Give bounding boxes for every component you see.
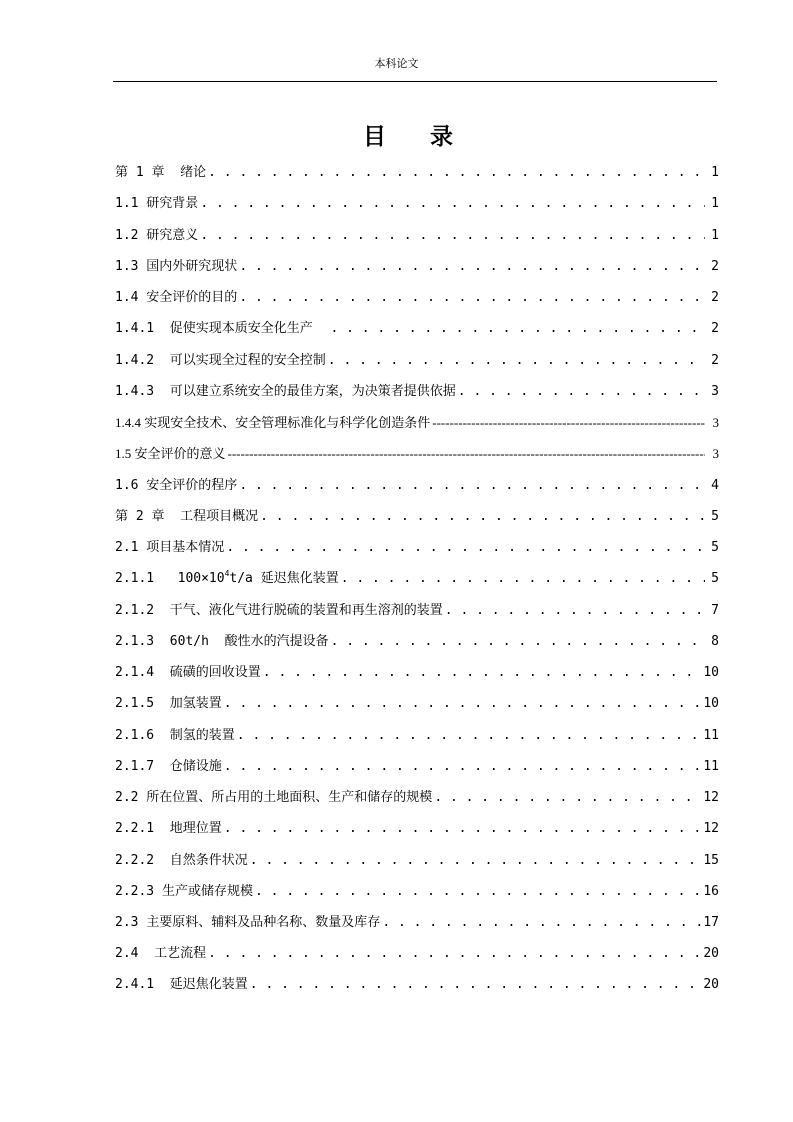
toc-entry-page: 2 <box>711 353 719 368</box>
dot-leader <box>432 789 703 807</box>
dot-leader <box>258 508 705 526</box>
toc-entry[interactable] <box>115 633 719 651</box>
toc-entry-page: 20 <box>703 977 719 992</box>
toc-entry-label: 2.4 工艺流程 <box>115 946 207 961</box>
dash-leader <box>430 414 705 432</box>
dash-leader <box>226 445 705 463</box>
toc-entry-label: 1.1 研究背景 <box>115 196 199 211</box>
dot-leader <box>261 664 704 682</box>
toc-entry[interactable] <box>115 508 719 526</box>
toc-entry[interactable] <box>115 258 719 276</box>
toc-title: 目 录 <box>362 123 471 150</box>
toc-entry-page: 3 <box>712 415 719 430</box>
toc-entry-label: 1.4.3 可以建立系统安全的最佳方案，为决策者提供依据 <box>115 384 456 399</box>
toc-entry[interactable] <box>115 914 719 932</box>
dot-leader <box>235 727 704 745</box>
dot-leader <box>222 758 704 776</box>
toc-entry[interactable] <box>115 758 719 776</box>
toc-entry-label: 1.4.2 可以实现全过程的安全控制 <box>115 353 326 368</box>
toc-entry-label: 2.2 所在位置、所占用的土地面积、生产和储存的规模 <box>115 790 433 805</box>
toc-entry[interactable] <box>115 664 719 682</box>
toc-entry-label: 1.2 研究意义 <box>115 228 199 243</box>
toc-entry-page: 12 <box>703 821 719 836</box>
toc-entry-label <box>115 570 339 588</box>
toc-entry-page: 11 <box>703 728 719 743</box>
toc-entry-label: 2.1.2 干气、液化气进行脱硫的装置和再生溶剂的装置 <box>115 603 443 618</box>
toc-entry-label: 1.3 国内外研究现状 <box>115 259 238 274</box>
toc-entry[interactable] <box>115 539 719 557</box>
label-prefix: 2.1.1 100×10 <box>115 571 225 586</box>
toc-entry[interactable] <box>115 883 719 901</box>
toc-entry-page: 3 <box>712 446 719 461</box>
dot-leader <box>222 820 704 838</box>
toc-entry[interactable] <box>115 695 719 713</box>
toc-entry-page: 2 <box>711 321 719 336</box>
toc-entry-label: 2.1.4 硫磺的回收设置 <box>115 665 261 680</box>
toc-entry-page: 7 <box>711 603 719 618</box>
toc-entry-page: 15 <box>703 853 719 868</box>
toc-entry-label: 1.5 安全评价的意义 <box>115 446 226 461</box>
toc-entry[interactable] <box>115 414 719 432</box>
toc-entry-label: 1.4.4 实现安全技术、安全管理标准化与科学化创造条件 <box>115 415 431 430</box>
toc-entry[interactable] <box>115 789 719 807</box>
toc-entry-label: 2.1 项目基本情况 <box>115 540 225 555</box>
dot-leader <box>328 320 705 338</box>
toc-entry-page: 10 <box>703 696 719 711</box>
toc-entry[interactable] <box>115 383 719 401</box>
toc-entry-page: 2 <box>711 259 719 274</box>
dot-leader <box>206 945 703 963</box>
label-superscript: 4 <box>224 569 230 578</box>
toc-entry-page: 2 <box>711 290 719 305</box>
dot-leader <box>456 383 705 401</box>
toc-entry[interactable] <box>115 289 719 307</box>
toc-entry-label: 2.2.3 生产或储存规模 <box>115 884 253 899</box>
toc-entry[interactable] <box>115 602 719 620</box>
dot-leader <box>339 570 705 588</box>
toc-entry-label: 第 2 章 工程项目概况 <box>115 509 259 524</box>
toc-entry[interactable] <box>115 164 719 182</box>
toc-entry-page: 4 <box>711 478 719 493</box>
toc-entry-label: 2.4.1 延迟焦化装置 <box>115 977 248 992</box>
running-header: 本科论文 <box>374 57 419 70</box>
toc-entry-page: 16 <box>703 884 719 899</box>
toc-entry-page: 5 <box>711 571 719 586</box>
toc-entry-page: 3 <box>711 384 719 399</box>
toc-entry-label: 1.4.1 促使实现本质安全化生产 <box>115 321 329 336</box>
dot-leader <box>326 352 705 370</box>
dot-leader <box>380 914 703 932</box>
dot-leader <box>237 258 705 276</box>
toc-entry[interactable] <box>115 945 719 963</box>
toc-entry[interactable] <box>115 477 719 495</box>
toc-entry-label: 2.1.5 加氢装置 <box>115 696 222 711</box>
dot-leader <box>253 883 703 901</box>
toc-entry[interactable] <box>115 570 719 588</box>
toc-entry[interactable] <box>115 195 719 213</box>
dot-leader <box>329 633 705 651</box>
toc-entry-label: 2.2.1 地理位置 <box>115 821 222 836</box>
toc-entry-page: 1 <box>711 196 719 211</box>
toc-entry-page: 5 <box>711 509 719 524</box>
toc-entry-label: 2.2.2 自然条件状况 <box>115 853 248 868</box>
toc-entry-page: 12 <box>703 790 719 805</box>
toc-entry[interactable] <box>115 976 719 994</box>
toc-entry-label: 第 1 章 绪论 <box>115 165 207 180</box>
toc-entry-page: 17 <box>703 915 719 930</box>
toc-entry-page: 10 <box>703 665 719 680</box>
dot-leader <box>237 477 705 495</box>
toc-entry-label: 1.6 安全评价的程序 <box>115 478 238 493</box>
toc-entry-page: 20 <box>703 946 719 961</box>
toc-entry-page: 1 <box>711 228 719 243</box>
toc-entry[interactable] <box>115 820 719 838</box>
toc-entry-label: 2.3 主要原料、辅料及品种名称、数量及库存 <box>115 915 381 930</box>
dot-leader <box>222 695 704 713</box>
toc-entry-label: 2.1.7 仓储设施 <box>115 759 222 774</box>
dot-leader <box>248 976 704 994</box>
toc-entry-page: 11 <box>703 759 719 774</box>
toc-entry-page: 5 <box>711 540 719 555</box>
dot-leader <box>248 852 704 870</box>
toc-entry[interactable] <box>115 352 719 370</box>
toc-entry-page: 1 <box>711 165 719 180</box>
header-divider <box>113 81 717 82</box>
toc-entry[interactable] <box>115 445 719 463</box>
toc-entry-label: 2.1.3 60t/h 酸性水的汽提设备 <box>115 634 329 649</box>
toc-entry-label: 1.4 安全评价的目的 <box>115 290 238 305</box>
dot-leader <box>237 289 705 307</box>
toc-entry[interactable] <box>115 852 719 870</box>
dot-leader <box>206 164 705 182</box>
toc-entry[interactable] <box>115 727 719 745</box>
toc-entry-page: 8 <box>711 634 719 649</box>
toc-entry-label: 2.1.6 制氢的装置 <box>115 728 235 743</box>
toc-entry[interactable] <box>115 320 719 338</box>
dot-leader <box>198 227 705 245</box>
dot-leader <box>198 195 705 213</box>
label-suffix: t/a 延迟焦化装置 <box>229 571 339 586</box>
dot-leader <box>443 602 705 620</box>
toc-entry[interactable] <box>115 227 719 245</box>
dot-leader <box>224 539 705 557</box>
